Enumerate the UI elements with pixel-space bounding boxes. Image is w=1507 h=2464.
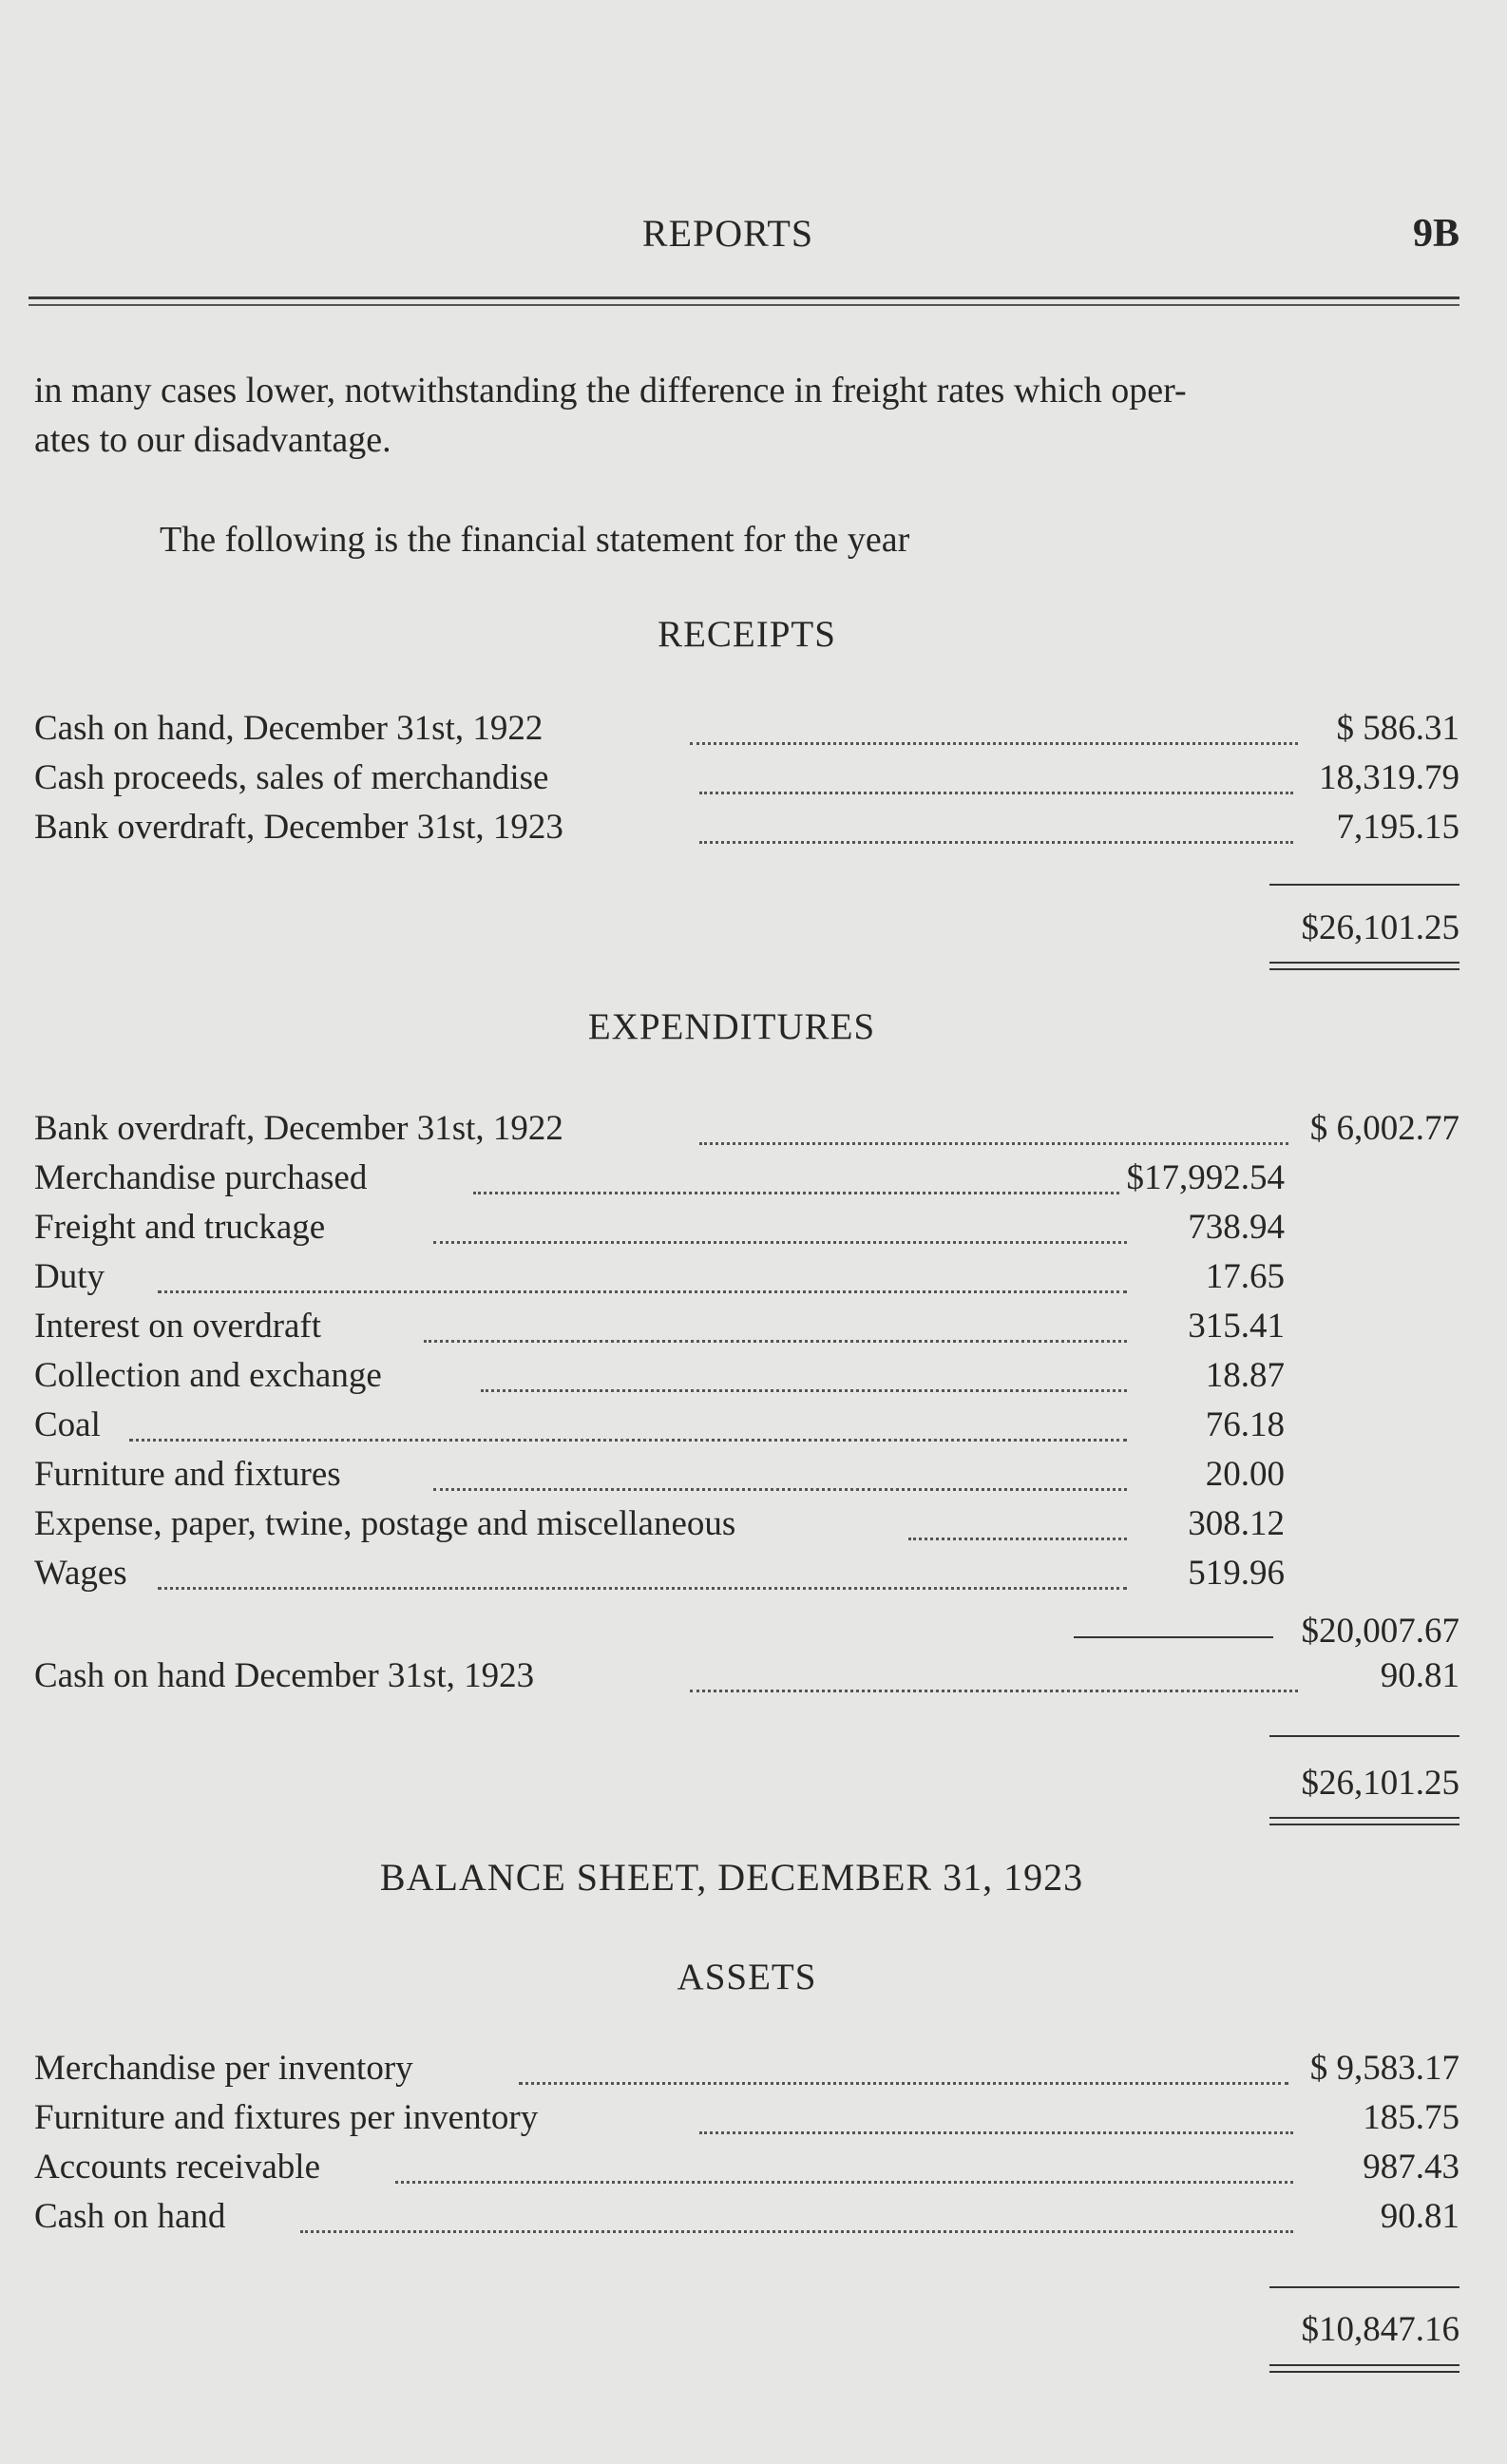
dot-leader [519, 2082, 1288, 2085]
expenditure-item-amount: 315.41 [1188, 1307, 1285, 1346]
asset-row [34, 2147, 1459, 2196]
expenditures-heading: EXPENDITURES [587, 1006, 876, 1047]
expenditure-subtotal-row [34, 1611, 1459, 1660]
intro-line-1: in many cases lower, notwithstanding the difference in freight rates which oper- [34, 371, 1187, 411]
expenditure-item-label: Expense, paper, twine, postage and miscellaneous [34, 1504, 736, 1543]
expenditure-item [34, 1207, 1459, 1256]
dot-leader [473, 1192, 1119, 1194]
asset-row [34, 2097, 1459, 2147]
sum-rule [1269, 884, 1459, 886]
dot-leader [424, 1340, 1127, 1343]
receipts-row [34, 757, 1459, 807]
expenditure-item-label: Wages [34, 1554, 127, 1593]
header-rule-lower [29, 304, 1459, 306]
receipts-heading: RECEIPTS [658, 614, 836, 655]
dot-leader [300, 2230, 1293, 2233]
expenditure-label: Cash on hand December 31st, 1923 [34, 1656, 535, 1695]
dot-leader [690, 742, 1298, 745]
header-rule [29, 296, 1459, 299]
asset-label: Furniture and fixtures per inventory [34, 2098, 539, 2137]
expenditure-item-amount: 17.65 [1205, 1257, 1285, 1296]
dot-leader [690, 1690, 1298, 1692]
asset-amount: 185.75 [1363, 2098, 1459, 2137]
expenditure-item-amount: 20.00 [1205, 1455, 1285, 1494]
expenditure-item [34, 1553, 1459, 1602]
dot-leader [699, 841, 1293, 844]
assets-total: $10,847.16 [1301, 2310, 1459, 2349]
asset-amount: 987.43 [1363, 2148, 1459, 2187]
expenditure-item [34, 1306, 1459, 1355]
receipts-row-label: Cash proceeds, sales of merchandise [34, 758, 549, 797]
receipts-total: $26,101.25 [1301, 908, 1459, 947]
dot-leader [433, 1241, 1127, 1244]
double-rule [1269, 1817, 1459, 1825]
expenditure-item [34, 1355, 1459, 1404]
sum-rule [1269, 1735, 1459, 1737]
dot-leader [158, 1587, 1127, 1590]
dot-leader [481, 1389, 1127, 1392]
balance-sheet-heading: BALANCE SHEET, DECEMBER 31, 1923 [379, 1856, 1084, 1899]
intro-statement: The following is the financial statement for the year [160, 520, 910, 560]
expenditure-row [34, 1108, 1459, 1157]
sum-rule [1269, 2286, 1459, 2288]
asset-label: Accounts receivable [34, 2148, 320, 2187]
expenditure-subtotal: $20,007.67 [1301, 1612, 1459, 1651]
running-title: REPORTS [641, 212, 814, 255]
receipts-row-label: Cash on hand, December 31st, 1922 [34, 709, 544, 748]
expenditure-item [34, 1157, 1459, 1207]
dot-leader [433, 1488, 1127, 1491]
page-number: 9B [1412, 212, 1459, 256]
dot-leader [129, 1439, 1127, 1442]
dot-leader [699, 792, 1293, 794]
receipts-row [34, 708, 1459, 757]
expenditure-item-label: Collection and exchange [34, 1356, 382, 1395]
expenditure-amount: 90.81 [1380, 1656, 1459, 1695]
asset-row [34, 2048, 1459, 2097]
expenditure-item-label: Furniture and fixtures [34, 1455, 341, 1494]
expenditure-item-amount: 738.94 [1188, 1208, 1285, 1247]
asset-label: Merchandise per inventory [34, 2049, 413, 2088]
expenditure-item-amount: 308.12 [1188, 1504, 1285, 1543]
expenditure-item-label: Merchandise purchased [34, 1158, 368, 1197]
expenditure-item-amount: 76.18 [1205, 1405, 1285, 1444]
asset-label: Cash on hand [34, 2197, 226, 2236]
assets-heading: ASSETS [677, 1957, 817, 1997]
page-header [34, 211, 1459, 258]
expenditure-item-amount: $17,992.54 [1126, 1158, 1285, 1197]
expenditure-item [34, 1404, 1459, 1454]
receipts-row [34, 807, 1459, 856]
receipts-total-row [34, 907, 1459, 957]
intro-line-2: ates to our disadvantage. [34, 420, 391, 460]
expenditure-total-row [34, 1763, 1459, 1812]
expenditure-label: Bank overdraft, December 31st, 1922 [34, 1109, 563, 1148]
expenditure-item [34, 1256, 1459, 1306]
receipts-row-amount: $ 586.31 [1336, 709, 1459, 748]
expenditure-item-label: Interest on overdraft [34, 1307, 322, 1346]
asset-amount: 90.81 [1380, 2197, 1459, 2236]
double-rule [1269, 962, 1459, 970]
double-rule [1269, 2364, 1459, 2373]
expenditure-amount: $ 6,002.77 [1309, 1109, 1459, 1148]
expenditure-item-amount: 519.96 [1188, 1554, 1285, 1593]
receipts-row-amount: 7,195.15 [1336, 808, 1459, 847]
receipts-row-amount: 18,319.79 [1319, 758, 1459, 797]
dot-leader [908, 1538, 1127, 1540]
dot-leader [699, 1142, 1288, 1145]
asset-amount: $ 9,583.17 [1309, 2049, 1459, 2088]
expenditure-item-label: Coal [34, 1405, 101, 1444]
assets-total-row [34, 2309, 1459, 2359]
dot-leader [395, 2181, 1293, 2184]
expenditure-item [34, 1454, 1459, 1503]
expenditure-item-amount: 18.87 [1205, 1356, 1285, 1395]
dot-leader [699, 2131, 1293, 2134]
expenditure-item-label: Duty [34, 1257, 105, 1296]
expenditure-item [34, 1503, 1459, 1553]
expenditure-item-label: Freight and truckage [34, 1208, 326, 1247]
asset-row [34, 2196, 1459, 2245]
dot-leader [158, 1290, 1127, 1293]
expenditure-row [34, 1655, 1459, 1705]
expenditure-total: $26,101.25 [1301, 1764, 1459, 1803]
receipts-row-label: Bank overdraft, December 31st, 1923 [34, 808, 563, 847]
